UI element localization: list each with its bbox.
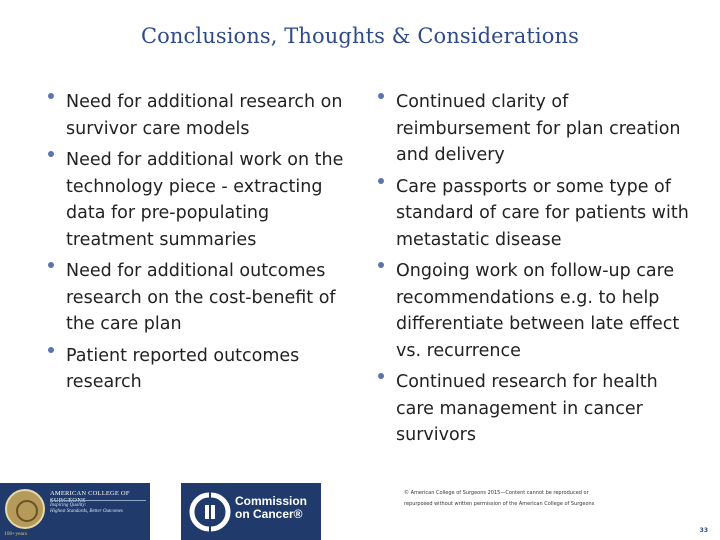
left-bullet-list [48, 89, 348, 401]
coc-mark-icon [189, 491, 231, 533]
bullet-icon [378, 178, 384, 184]
acs-tagline-line-2: Highest Standards, Better Outcomes [50, 509, 123, 514]
bullet-icon [378, 373, 384, 379]
coc-name-line-2: on Cancer® [235, 507, 303, 521]
acs-divider [50, 500, 146, 501]
bullet-icon [378, 262, 384, 268]
list-item [378, 174, 698, 254]
page-number: 33 [699, 527, 708, 534]
bullet-icon [48, 347, 54, 353]
list-item [48, 343, 348, 396]
bullet-icon [48, 151, 54, 157]
coc-name-line-1: Commission [235, 494, 308, 508]
acs-seal-icon [5, 489, 45, 529]
bullet-text: Ongoing work on follow-up care recommendations e.g. to help differentiate between late effect vs. recurrence [396, 261, 680, 361]
acs-name: AMERICAN COLLEGE OF [50, 490, 130, 497]
list-item [48, 89, 348, 142]
bullet-text: Need for additional outcomes research on the cost-benefit of the care plan [66, 261, 336, 334]
coc-logo [181, 483, 321, 540]
slide-title: Conclusions, Thoughts & Considerations [140, 24, 579, 48]
bullet-icon [48, 262, 54, 268]
acs-logo [0, 483, 150, 540]
bullet-text: Care passports or some type of standard of care for patients with metastatic disease [396, 176, 689, 250]
copyright-line-2: repurposed without written permission of the American College of Surgeons [404, 501, 595, 507]
slide-footer [0, 483, 720, 540]
copyright-line-1: © American College of Surgeons 2015—Content cannot be reproduced or [404, 490, 589, 496]
list-item [378, 369, 698, 449]
list-item [378, 89, 698, 169]
acs-tagline [50, 503, 148, 515]
acs-years-badge: 100+years [4, 531, 27, 537]
bullet-icon [48, 93, 54, 99]
bullet-text: Need for additional research on survivor care models [66, 92, 343, 139]
list-item [48, 147, 348, 253]
bullet-text: Continued research for health care management in cancer survivors [396, 372, 658, 445]
bullet-icon [378, 93, 384, 99]
acs-tagline-line-1: Inspiring Quality: [50, 503, 87, 508]
bullet-text: Patient reported outcomes research [66, 345, 300, 392]
list-item [48, 258, 348, 338]
copyright-notice [404, 488, 664, 510]
coc-name [235, 495, 319, 521]
right-bullet-list [378, 89, 698, 454]
bullet-text: Need for additional work on the technology piece - extracting data for pre-populating treatment summaries [66, 150, 344, 250]
list-item [378, 258, 698, 364]
bullet-text: Continued clarity of reimbursement for plan creation and delivery [396, 92, 681, 165]
